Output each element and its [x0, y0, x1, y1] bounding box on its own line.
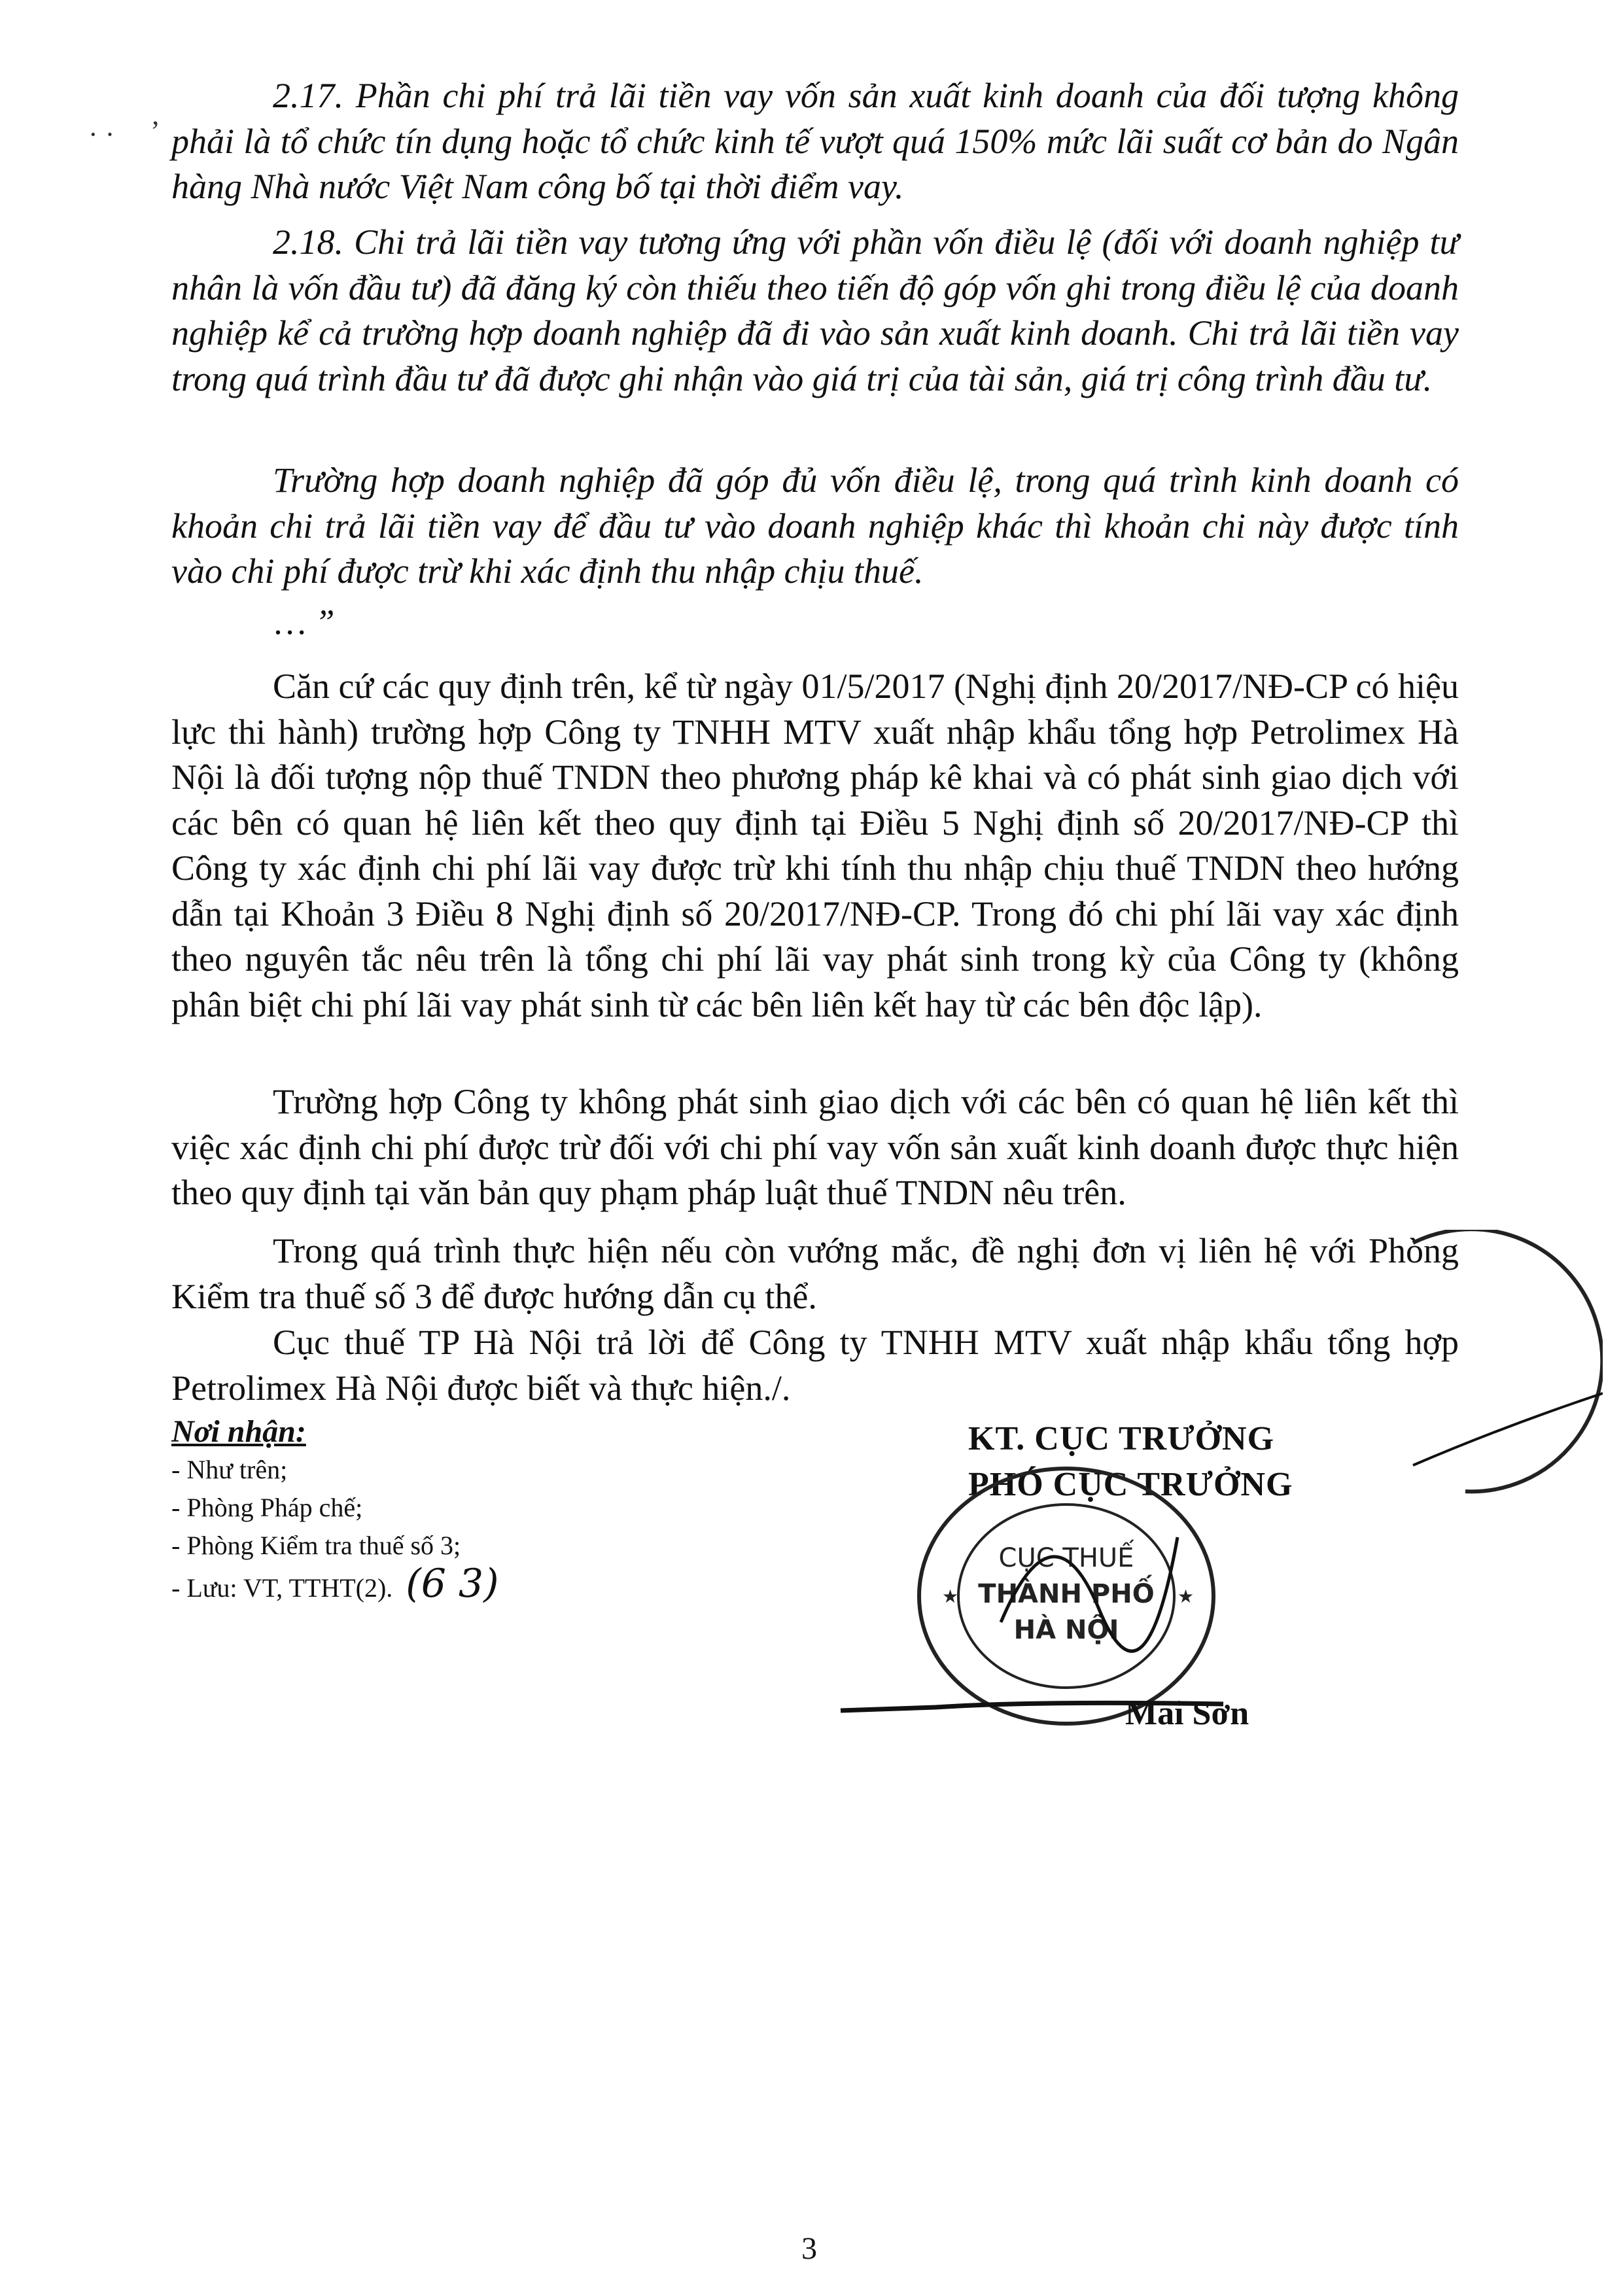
recipient-item-archive: - Lưu: VT, TTHT(2).	[171, 1573, 393, 1603]
paragraph-2-17: 2.17. Phần chi phí trả lãi tiền vay vốn sản xuất kinh doanh của đối tượng không phải là tổ chức tín dụng hoặc tổ chức kinh tế vượt quá 150% mức lãi suất cơ bản do Ngân hàng Nhà nước Việt Nam công bố tại thời điểm vay.	[171, 76, 1459, 206]
page-number: 3	[801, 2231, 817, 2266]
paragraph-truong-hop-du-von: Trường hợp doanh nghiệp đã góp đủ vốn điều lệ, trong quá trình kinh doanh có khoản chi trả lãi tiền vay để đầu tư vào doanh nghiệp khác thì khoản chi này được tính vào chi phí được trừ khi xác định thu nhập chịu thuế.	[171, 461, 1459, 591]
paragraph-khong-phat-sinh: Trường hợp Công ty không phát sinh giao dịch với các bên có quan hệ liên kết thì việc xác định chi phí được trừ đối với chi phí vay vốn sản xuất kinh doanh được thực hiện theo quy định tại văn bản quy phạm pháp luật thuế TNDN nêu trên.	[171, 1082, 1459, 1212]
paragraph-vuong-mac: Trong quá trình thực hiện nếu còn vướng mắc, đề nghị đơn vị liên hệ với Phòng Kiểm tra thuế số 3 để được hướng dẫn cụ thể.	[171, 1231, 1459, 1316]
scan-dot-mark: · ·	[88, 118, 115, 150]
partial-stamp-right	[1387, 1230, 1603, 1505]
paragraph-can-cu: Căn cứ các quy định trên, kể từ ngày 01/5/2017 (Nghị định 20/2017/NĐ-CP có hiệu lực thi hành) trường hợp Công ty TNHH MTV xuất nhập khẩu tổng hợp Petrolimex Hà Nội là đối tượng nộp thuế TNDN theo phương pháp kê khai và có phát sinh giao dịch với các bên có quan hệ liên kết theo quy định tại Điều 5 Nghị định số 20/2017/NĐ-CP thì Công ty xác định chi phí lãi vay được trừ khi tính thu nhập chịu thuế TNDN theo hướng dẫn tại Khoản 3 Điều 8 Nghị định số 20/2017/NĐ-CP. Trong đó chi phí lãi vay xác định theo nguyên tắc nêu trên là tổng chi phí lãi vay phát sinh trong kỳ của Công ty (không phân biệt chi phí lãi vay phát sinh từ các bên liên kết hay từ các bên độc lập).	[171, 667, 1459, 1024]
recipient-item: - Như trên;	[171, 1455, 288, 1484]
stamp-inner-line1: CỤC THUẾ	[998, 1543, 1134, 1573]
stamp-inner-line3: HÀ NỘI	[1013, 1615, 1119, 1645]
scan-tick-mark: ʼ	[150, 115, 160, 147]
recipient-item: - Phòng Kiểm tra thuế số 3;	[171, 1531, 461, 1560]
svg-text:★: ★	[942, 1586, 959, 1607]
quote-ellipsis: … ”	[275, 602, 335, 642]
handwritten-note: (6 3)	[406, 1561, 499, 1607]
recipient-item: - Phòng Pháp chế;	[171, 1493, 363, 1522]
recipients-block	[171, 1413, 499, 1607]
recipients-heading: Nơi nhận:	[171, 1414, 306, 1449]
recipient-item	[171, 1561, 499, 1607]
paragraph-2-18: 2.18. Chi trả lãi tiền vay tương ứng với phần vốn điều lệ (đối với doanh nghiệp tư nhân là vốn đầu tư) đã đăng ký còn thiếu theo tiến độ góp vốn ghi trong điều lệ của doanh nghiệp kể cả trường hợp doanh nghiệp đã đi vào sản xuất kinh doanh. Chi trả lãi tiền vay trong quá trình đầu tư đã được ghi nhận vào giá trị của tài sản, giá trị công trình đầu tư.	[171, 222, 1459, 398]
svg-text:★: ★	[1178, 1586, 1195, 1607]
signer-name: Mai Sơn	[1125, 1695, 1249, 1732]
paragraph-tra-loi: Cục thuế TP Hà Nội trả lời để Công ty TNHH MTV xuất nhập khẩu tổng hợp Petrolimex Hà Nội được biết và thực hiện./.	[171, 1323, 1459, 1408]
signature-title-line2: PHÓ CỤC TRƯỞNG	[968, 1466, 1293, 1503]
signature-title-line1: KT. CỤC TRƯỞNG	[968, 1420, 1275, 1457]
stamp-inner-line2: THÀNH PHỐ	[978, 1579, 1155, 1609]
